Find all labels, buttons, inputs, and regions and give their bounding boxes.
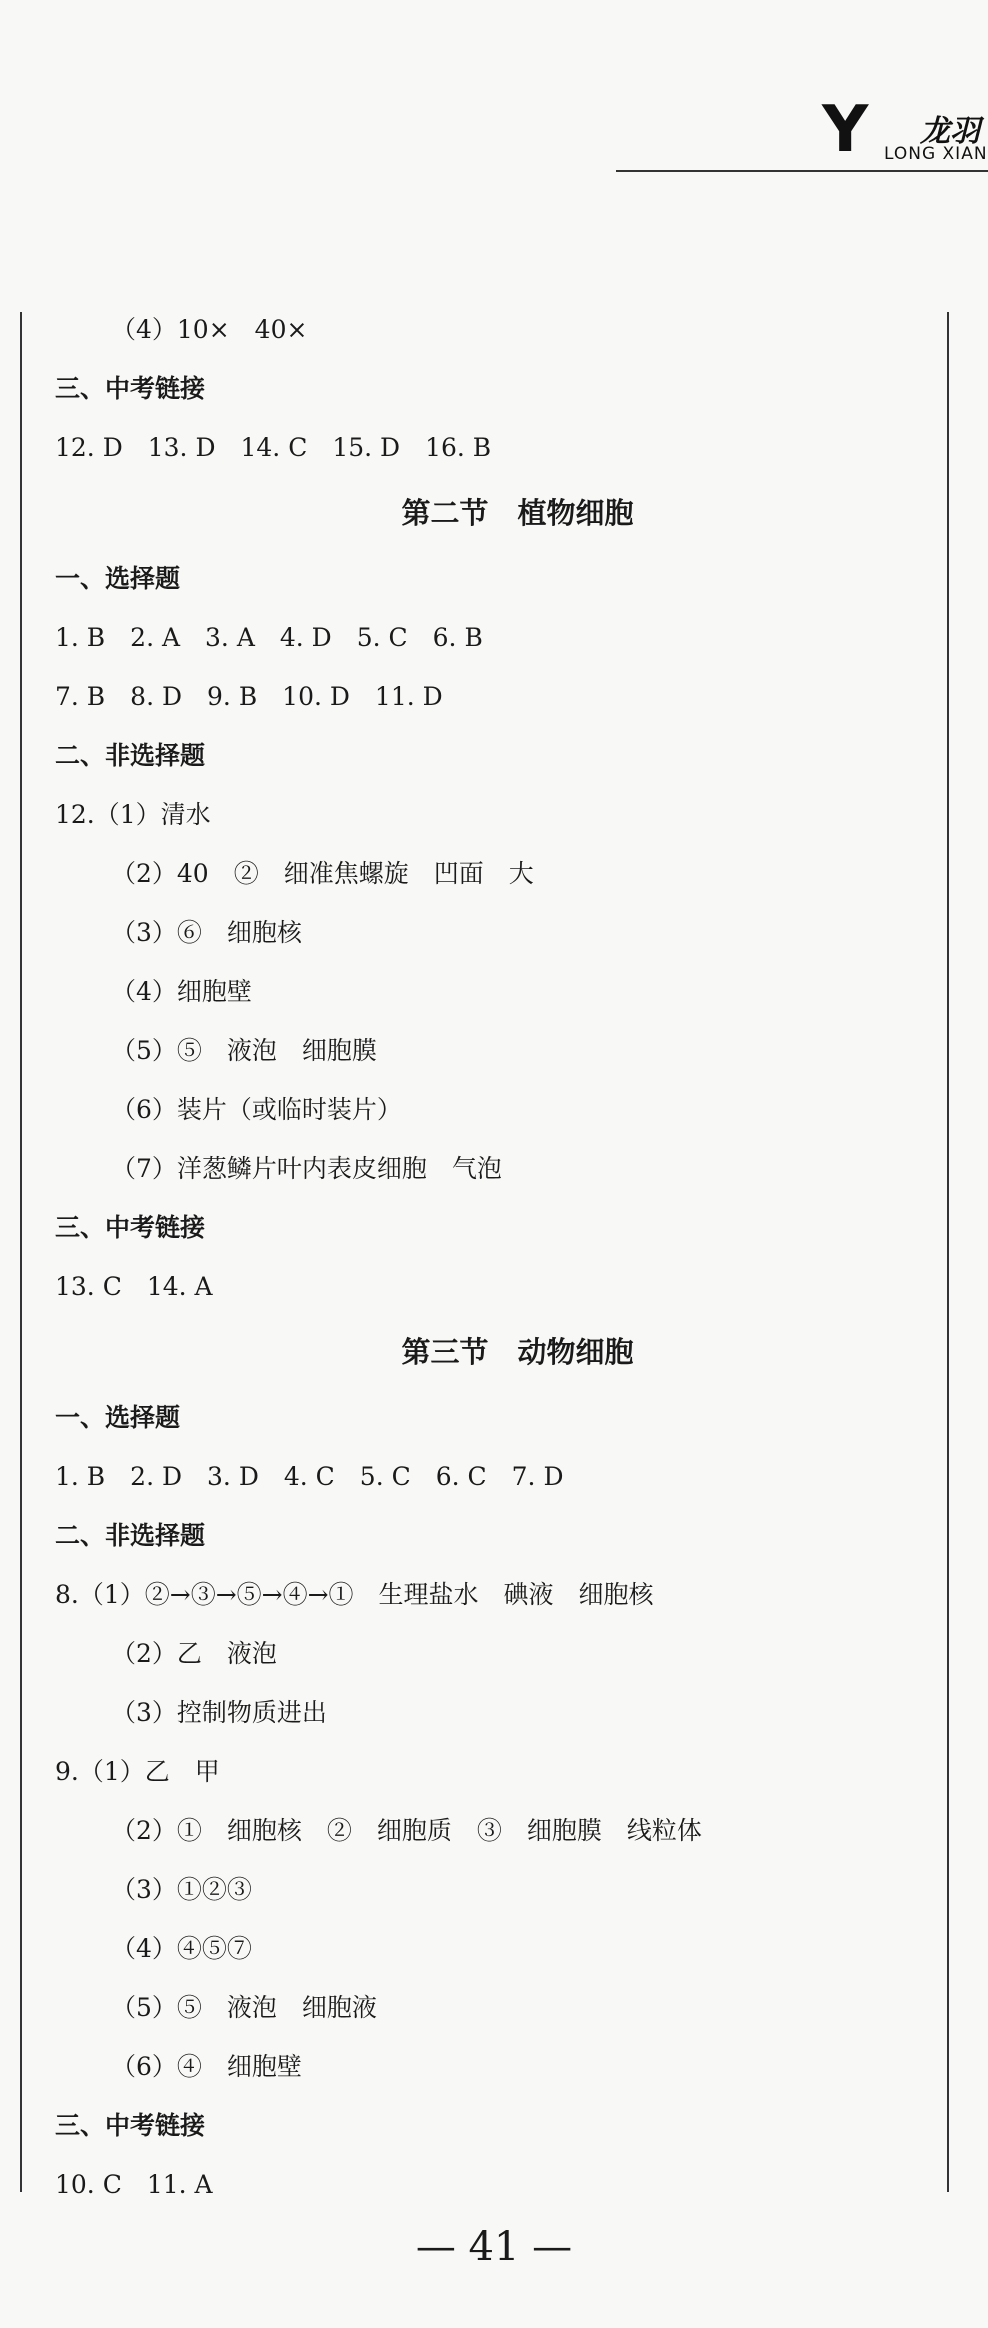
- answer-line: （2）40 ② 细准焦螺旋 凹面 大: [111, 859, 534, 888]
- header-rule: [616, 170, 988, 172]
- left-margin-line: [20, 312, 22, 2192]
- logo-chinese: 龙羽: [920, 114, 980, 149]
- answer-line: （3）①②③: [111, 1875, 252, 1904]
- answer-line: 13. C 14. A: [55, 1272, 213, 1301]
- answer-line: （6）装片（或临时装片）: [111, 1095, 402, 1124]
- answer-line: 9.（1）乙 甲: [55, 1757, 220, 1786]
- answer-line: 7. B 8. D 9. B 10. D 11. D: [55, 682, 443, 711]
- answer-line: （3）控制物质进出: [111, 1698, 327, 1727]
- answer-line: （5）⑤ 液泡 细胞液: [111, 1993, 377, 2022]
- section-title: 第三节 动物细胞: [401, 1335, 634, 1369]
- answer-line: （7）洋葱鳞片叶内表皮细胞 气泡: [111, 1154, 502, 1183]
- answer-line: 12. D 13. D 14. C 15. D 16. B: [55, 433, 492, 462]
- answer-line: 1. B 2. D 3. D 4. C 5. C 6. C 7. D: [55, 1462, 564, 1491]
- answer-line: （4）10× 40×: [111, 315, 308, 344]
- logo-english: LONG XIAN: [884, 144, 988, 164]
- section-heading: 三、中考链接: [55, 1213, 206, 1242]
- answer-line: 12.（1）清水: [55, 800, 211, 829]
- answer-line: 1. B 2. A 3. A 4. D 5. C 6. B: [55, 623, 483, 652]
- answer-line: （4）细胞壁: [111, 977, 252, 1006]
- right-margin-line: [947, 312, 949, 2192]
- answer-line: （6）④ 细胞壁: [111, 2052, 302, 2081]
- section-heading: 三、中考链接: [55, 374, 206, 403]
- answer-content: [55, 300, 935, 2214]
- logo-letter: Y: [822, 93, 869, 167]
- section-title: 第二节 植物细胞: [401, 496, 634, 530]
- answer-line: （3）⑥ 细胞核: [111, 918, 302, 947]
- answer-line: 8.（1）②→③→⑤→④→① 生理盐水 碘液 细胞核: [55, 1580, 654, 1609]
- answer-line: （2）乙 液泡: [111, 1639, 277, 1668]
- answer-line: （4）④⑤⑦: [111, 1934, 252, 1963]
- section-heading: 二、非选择题: [55, 1521, 206, 1550]
- section-heading: 三、中考链接: [55, 2111, 206, 2140]
- section-heading: 一、选择题: [55, 564, 181, 593]
- answer-line: （5）⑤ 液泡 细胞膜: [111, 1036, 377, 1065]
- answer-line: （2）① 细胞核 ② 细胞质 ③ 细胞膜 线粒体: [111, 1816, 702, 1845]
- answer-line: 10. C 11. A: [55, 2170, 213, 2199]
- page-number: — 41 —: [415, 2224, 573, 2270]
- section-heading: 一、选择题: [55, 1403, 181, 1432]
- section-heading: 二、非选择题: [55, 741, 206, 770]
